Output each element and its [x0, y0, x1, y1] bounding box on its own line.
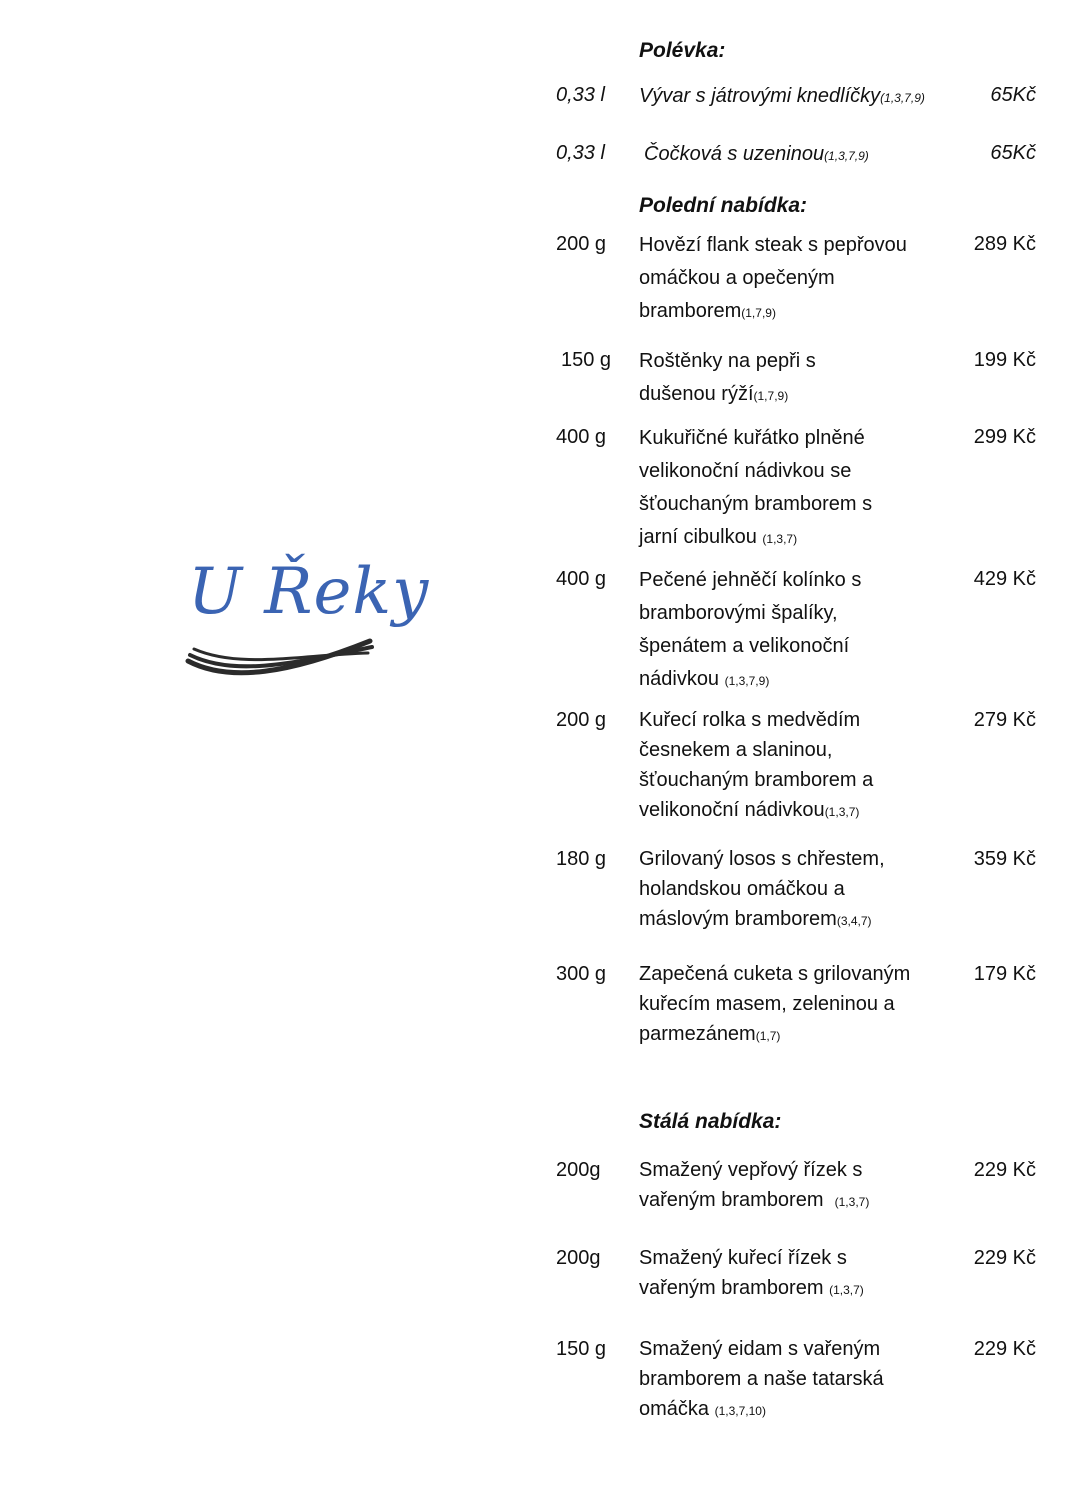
item-name-text: Pečené jehněčí kolínko s bramborovými špalíky, špenátem a velikonoční nádivkou: [639, 569, 862, 690]
item-allergens: (1,3,7,9): [880, 91, 925, 105]
item-name-text: Hovězí flank steak s pepřovou omáčkou a opečeným bramborem: [639, 234, 907, 322]
item-name-text: Smažený vepřový řízek s vařeným bramborem: [639, 1159, 863, 1211]
item-price: 429 Kč: [973, 568, 1036, 590]
item-price: 229 Kč: [973, 1159, 1036, 1181]
section-heading-permanent: Stálá nabídka:: [639, 1110, 782, 1133]
item-allergens: (1,3,7): [762, 532, 798, 546]
item-allergens: (1,3,7): [829, 1283, 864, 1297]
item-name-text: Kuřecí rolka s medvědím česnekem a slaninou, šťouchaným bramborem a velikonoční nádivkou: [639, 709, 874, 821]
item-allergens: (1,7): [755, 1029, 781, 1043]
item-quantity: 200 g: [556, 709, 607, 731]
item-name-text: Smažený kuřecí řízek s vařeným bramborem: [639, 1247, 847, 1299]
item-quantity: 150 g: [556, 1338, 607, 1360]
item-quantity: 150 g: [561, 349, 612, 371]
item-name: [639, 705, 899, 827]
item-allergens: (1,3,7,9): [724, 674, 770, 688]
item-quantity: 400 g: [556, 568, 607, 590]
section-heading-lunch: Polední nabídka:: [639, 194, 808, 217]
item-quantity: 200g: [556, 1159, 601, 1181]
item-allergens: (1,3,7): [824, 805, 860, 819]
item-allergens: (1,3,7): [834, 1195, 870, 1209]
item-price: 289 Kč: [973, 233, 1036, 255]
item-name: [639, 1243, 899, 1305]
item-price: 199 Kč: [973, 349, 1036, 371]
item-name: [639, 80, 979, 115]
item-name: [644, 138, 964, 173]
item-allergens: (1,7,9): [753, 389, 789, 403]
item-allergens: (1,3,7,9): [824, 149, 869, 163]
item-quantity: 180 g: [556, 848, 607, 870]
item-name: [639, 844, 909, 936]
item-name-text: Vývar s játrovými knedlíčky: [639, 85, 881, 107]
item-price: 229 Kč: [973, 1247, 1036, 1269]
item-quantity: 0,33 l: [556, 84, 605, 106]
item-name: [639, 229, 939, 330]
item-price: 359 Kč: [973, 848, 1036, 870]
item-allergens: (1,3,7,10): [714, 1404, 766, 1418]
item-name: [639, 959, 934, 1051]
item-quantity: 400 g: [556, 426, 607, 448]
item-quantity: 200 g: [556, 233, 607, 255]
item-price: 299 Kč: [973, 426, 1036, 448]
item-name-text: Grilovaný losos s chřestem, holandskou omáčkou a máslovým bramborem: [639, 848, 885, 930]
item-price: 229 Kč: [973, 1338, 1036, 1360]
item-price: 65Kč: [990, 84, 1036, 106]
item-name: [639, 1155, 899, 1217]
item-name: [639, 1334, 914, 1426]
item-name: [639, 345, 829, 413]
item-allergens: (1,7,9): [741, 306, 776, 320]
item-name-text: Kukuřičné kuřátko plněné velikonoční nádivkou se šťouchaným bramborem s jarní cibulkou: [639, 427, 873, 548]
item-name: [639, 564, 879, 698]
item-allergens: (3,4,7): [836, 914, 872, 928]
item-price: 65Kč: [990, 142, 1036, 164]
item-quantity: 0,33 l: [556, 142, 605, 164]
item-quantity: 200g: [556, 1247, 601, 1269]
item-name: [639, 422, 904, 556]
item-price: 279 Kč: [973, 709, 1036, 731]
item-name-text: Roštěnky na pepři s dušenou rýží: [639, 350, 816, 405]
section-heading-soup: Polévka:: [639, 39, 726, 62]
item-quantity: 300 g: [556, 963, 607, 985]
item-name-text: Zapečená cuketa s grilovaným kuřecím masem, zeleninou a parmezánem: [639, 963, 911, 1045]
item-name-text: Čočková s uzeninou: [644, 143, 825, 165]
logo-text: U Řeky: [188, 555, 430, 629]
item-name-text: Smažený eidam s vařeným bramborem a naše tatarská omáčka: [639, 1338, 884, 1420]
item-price: 179 Kč: [973, 963, 1036, 985]
